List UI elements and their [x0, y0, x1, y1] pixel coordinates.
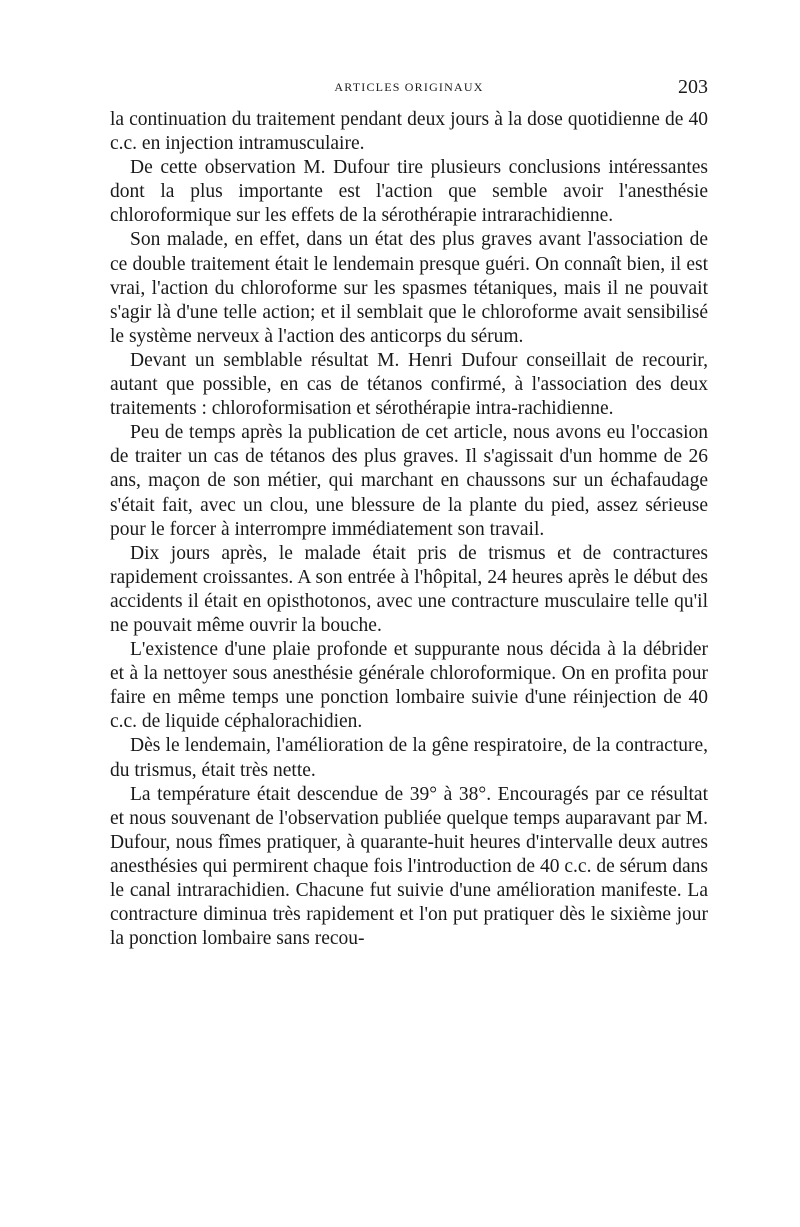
paragraph-next-day: Dès le lendemain, l'amélioration de la gêne respiratoire, de la contracture, du trismus, était très nette. [110, 735, 708, 781]
article-body [110, 108, 708, 951]
paragraph-recommendation: Devant un semblable résultat M. Henri Dufour conseillait de recourir, autant que possible, en cas de tétanos confirmé, à l'association des deux traitements : chloroformisation et sérothérapie intra-rachidienne. [110, 349, 708, 420]
paragraph-case-introduction: Peu de temps après la publication de cet article, nous avons eu l'occasion de traiter un cas de tétanos des plus graves. Il s'agissait d'un homme de 26 ans, maçon de son métier, qui marchant en chaussons sur un échafaudage s'était fait, avec un clou, une blessure de la plante du pied, assez sérieuse pour le forcer à interrompre immédiatement son travail. [110, 422, 708, 540]
running-head [110, 78, 708, 102]
paragraph-dufour-conclusions: De cette observation M. Dufour tire plusieurs conclusions intéressantes dont la plus importante est l'action que semble avoir l'anesthésie chloroformique sur les effets de la sérothérapie intrarachidienne. [110, 157, 708, 227]
paragraph-temperature: La température était descendue de 39° à 38°. Encouragés par ce résultat et nous souvenant de l'observation publiée quelque temps auparavant par M. Dufour, nous fîmes pratiquer, à quarante-huit heures d'intervalle deux autres anesthésies qui permirent chaque fois l'introduction de 40 c.c. de sérum dans le canal intrarachidien. Chacune fut suivie d'une amélioration manifeste. La contracture diminua très rapidement et l'on put pratiquer dès le sixième jour la ponction lombaire sans recou- [110, 783, 708, 950]
page-number: 203 [678, 76, 708, 98]
paragraph-wound-treatment: L'existence d'une plaie profonde et suppurante nous décida à la débrider et à la nettoyer sous anesthésie générale chloroformique. On en profita pour faire en même temps une ponction lombaire suivie d'une réinjection de 40 c.c. de liquide céphalorachidien. [110, 639, 708, 733]
paragraph-patient-improvement: Son malade, en effet, dans un état des plus graves avant l'association de ce double traitement était le lendemain presque guéri. On connaît bien, il est vrai, l'action du chloroforme sur les spasmes tétaniques, mais il ne pouvait s'agir là d'une telle action; et il semblait que le chloroforme avait sensibilisé le système nerveux à l'action des anticorps du sérum. [110, 229, 708, 347]
paragraph-symptoms: Dix jours après, le malade était pris de trismus et de contractures rapidement croissantes. A son entrée à l'hôpital, 24 heures après le début des accidents il était en opisthotonos, avec une contracture musculaire telle qu'il ne pouvait même ouvrir la bouche. [110, 542, 708, 636]
paragraph-continuation: la continuation du traitement pendant deux jours à la dose quotidienne de 40 c.c. en injection intramusculaire. [110, 109, 708, 155]
section-title: ARTICLES ORIGINAUX [334, 80, 484, 94]
